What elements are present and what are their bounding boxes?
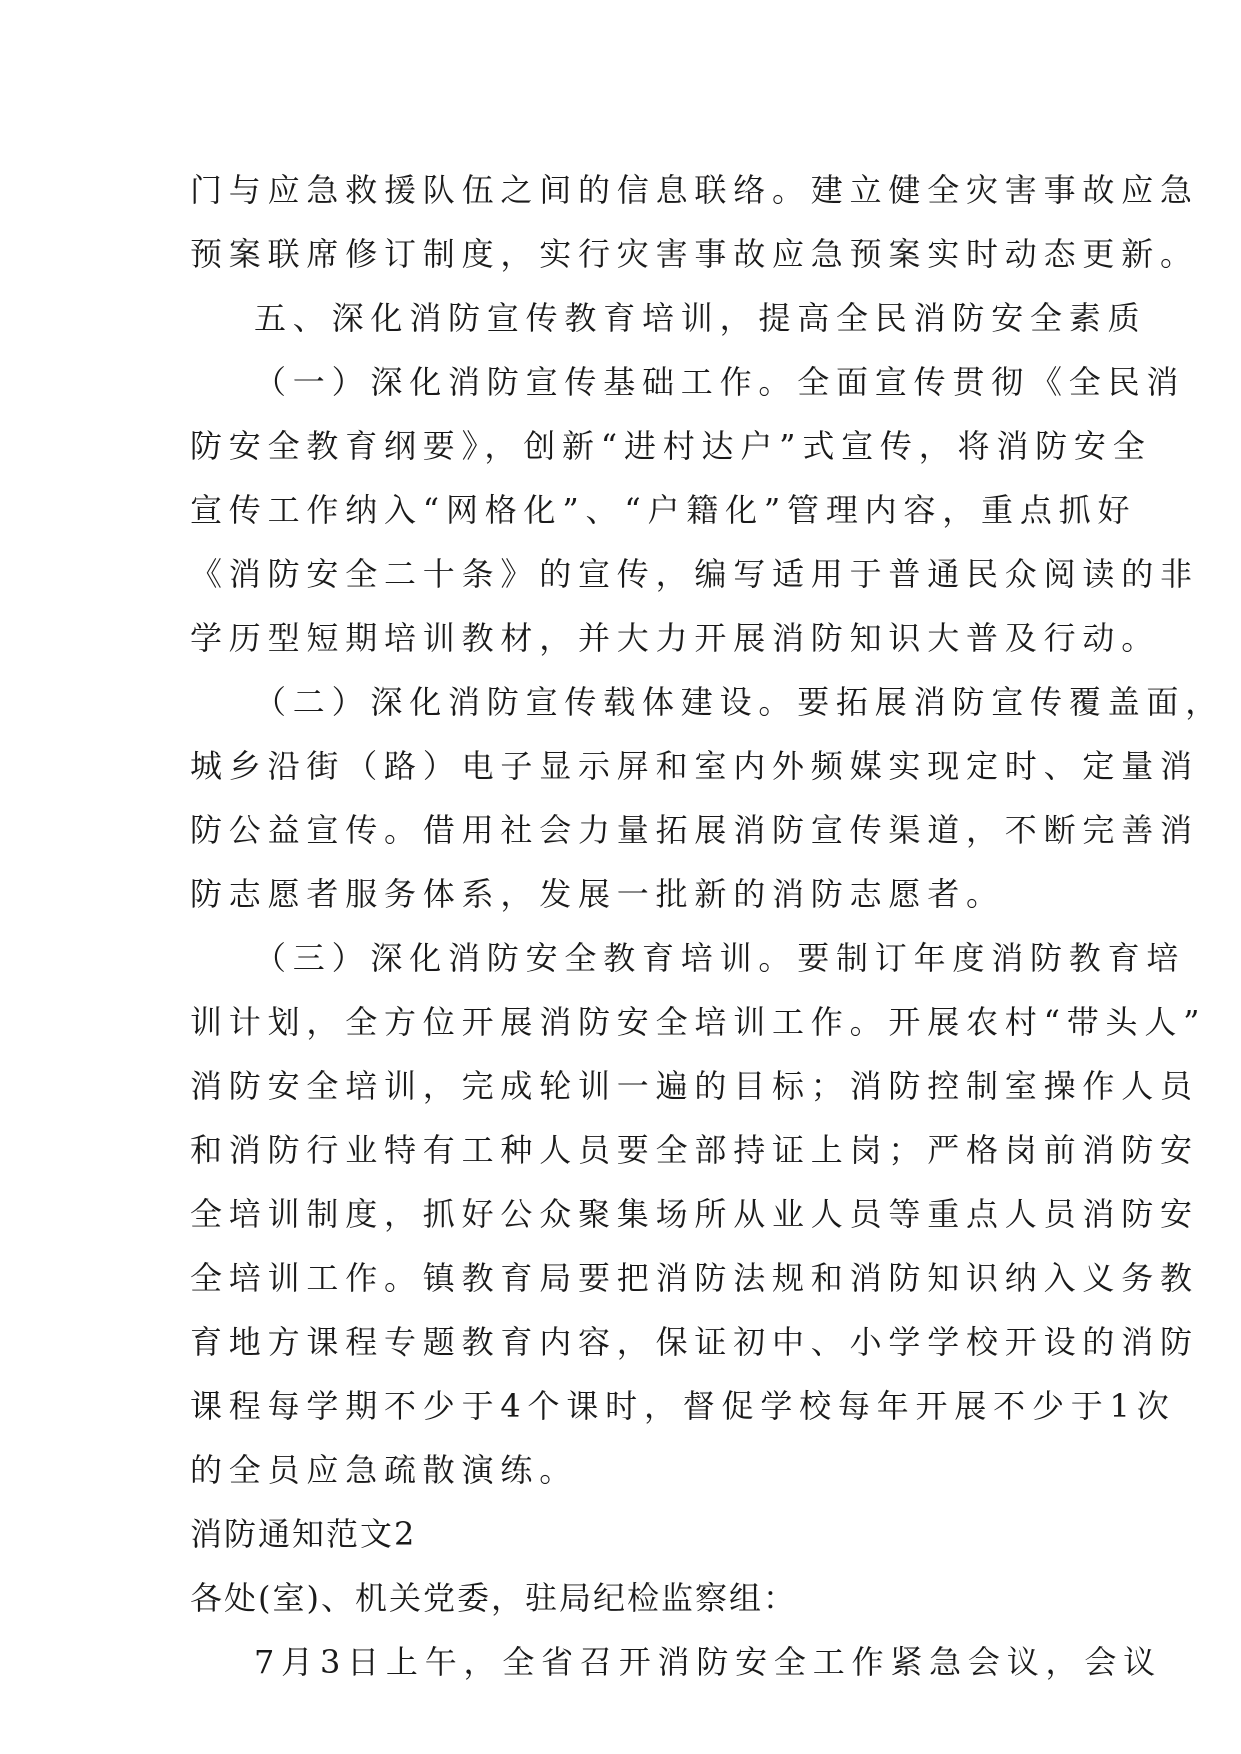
paragraph-start: （一）深化消防宣传基础工作。全面宣传贯彻《全民消 <box>254 363 1186 401</box>
paragraph-start: （二）深化消防宣传载体建设。要拓展消防宣传覆盖面， <box>254 683 1225 721</box>
body-text-line: 防安全教育纲要》，创新“进村达户”式宣传，将消防安全 <box>190 427 1152 465</box>
body-text-line: 训计划，全方位开展消防安全培训工作。开展农村“带头人” <box>190 1003 1207 1041</box>
section-title: 消防通知范文2 <box>190 1515 417 1553</box>
body-text-line: 育地方课程专题教育内容，保证初中、小学学校开设的消防 <box>190 1323 1199 1361</box>
body-text-line: 的全员应急疏散演练。 <box>190 1451 579 1489</box>
document-body <box>190 158 1225 1694</box>
paragraph-start: （三）深化消防安全教育培训。要制订年度消防教育培 <box>254 939 1186 977</box>
body-text-line: 学历型短期培训教材，并大力开展消防知识大普及行动。 <box>190 619 1161 657</box>
body-text-line: 《消防安全二十条》的宣传，编写适用于普通民众阅读的非 <box>190 555 1199 593</box>
body-text-line: 和消防行业特有工种人员要全部持证上岗；严格岗前消防安 <box>190 1131 1199 1169</box>
body-text-line: 全培训制度，抓好公众聚集场所从业人员等重点人员消防安 <box>190 1195 1199 1233</box>
body-text-line: 门与应急救援队伍之间的信息联络。建立健全灾害事故应急 <box>190 171 1199 209</box>
paragraph-start: 7月3日上午，全省召开消防安全工作紧急会议，会议 <box>254 1643 1162 1681</box>
body-text-line: 全培训工作。镇教育局要把消防法规和消防知识纳入义务教 <box>190 1259 1199 1297</box>
salutation: 各处(室)、机关党委，驻局纪检监察组： <box>190 1579 797 1617</box>
body-text-line: 预案联席修订制度，实行灾害事故应急预案实时动态更新。 <box>190 235 1199 273</box>
body-text-line: 宣传工作纳入“网格化”、“户籍化”管理内容，重点抓好 <box>190 491 1137 529</box>
body-text-line: 防公益宣传。借用社会力量拓展消防宣传渠道，不断完善消 <box>190 811 1199 849</box>
body-text-line: 城乡沿街（路）电子显示屏和室内外频媒实现定时、定量消 <box>190 747 1199 785</box>
section-heading: 五、深化消防宣传教育培训，提高全民消防安全素质 <box>254 299 1147 337</box>
body-text-line: 消防安全培训，完成轮训一遍的目标；消防控制室操作人员 <box>190 1067 1199 1105</box>
body-text-line: 课程每学期不少于4个课时，督促学校每年开展不少于1次 <box>190 1387 1176 1425</box>
body-text-line: 防志愿者服务体系，发展一批新的消防志愿者。 <box>190 875 1005 913</box>
